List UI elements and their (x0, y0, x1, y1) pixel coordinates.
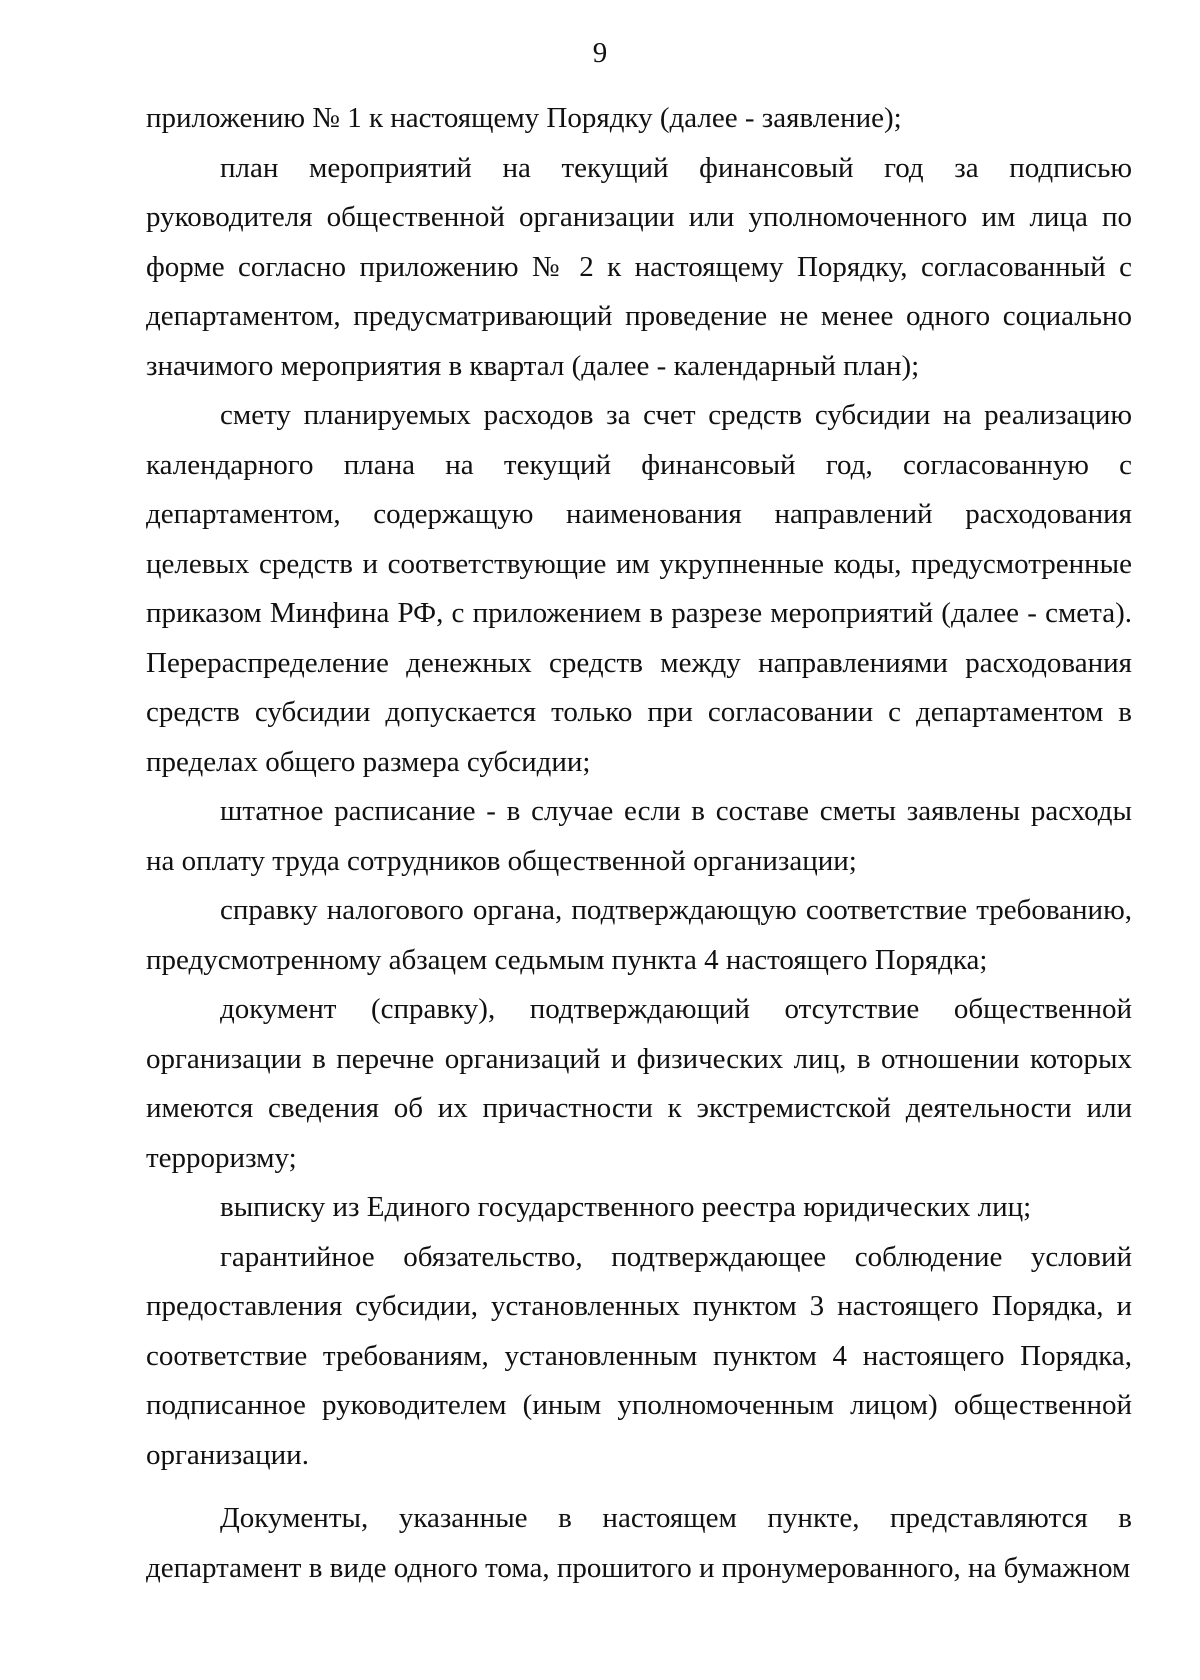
document-body (146, 94, 1132, 1593)
paragraph-application-continuation: приложению № 1 к настоящему Порядку (далее - заявление); (146, 102, 902, 134)
page-number: 9 (592, 37, 608, 69)
paragraph-calendar-plan: план мероприятий на текущий финансовый год за подписью руководителя общественной организации или уполномоченного им лица по форме согласно приложению № 2 к настоящему Порядку, согласованный с департаментом, предусматривающий проведение не менее одного социально значимого мероприятия в квартал (далее - календарный план); (146, 151, 1132, 382)
paragraph-extremism-certificate: документ (справку), подтверждающий отсутствие общественной организации в перечне организаций и физических лиц, в отношении которых имеются сведения об их причастности к экстремистской деятельности или терроризму; (146, 993, 1132, 1174)
paragraph-tax-certificate: справку налогового органа, подтверждающую соответствие требованию, предусмотренному абзацем седьмым пункта 4 настоящего Порядка; (146, 894, 1132, 976)
paragraph-expense-estimate: смету планируемых расходов за счет средств субсидии на реализацию календарного плана на текущий финансовый год, согласованную с департаментом, содержащую наименования направлений расходования целевых средств и соответствующие им укрупненные коды, предусмотренные приказом Минфина РФ, с приложением в разрезе мероприятий (далее - смета). Перераспределение денежных средств между направлениями расходования средств субсидии допускается только при согласовании с департаментом в пределах общего размера субсидии; (146, 399, 1132, 778)
paragraph-registry-extract: выписку из Единого государственного реестра юридических лиц; (220, 1191, 1032, 1223)
paragraph-staff-schedule: штатное расписание - в случае если в составе сметы заявлены расходы на оплату труда сотрудников общественной организации; (146, 795, 1132, 877)
paragraph-documents-submission: Документы, указанные в настоящем пункте, представляются в департамент в виде одного тома, прошитого и пронумерованного, на бумажном (146, 1502, 1132, 1584)
paragraph-guarantee-obligation: гарантийное обязательство, подтверждающее соблюдение условий предоставления субсидии, установленных пунктом 3 настоящего Порядка, и соответствие требованиям, установленным пунктом 4 настоящего Порядка, подписанное руководителем (иным уполномоченным лицом) общественной организации. (146, 1240, 1132, 1471)
